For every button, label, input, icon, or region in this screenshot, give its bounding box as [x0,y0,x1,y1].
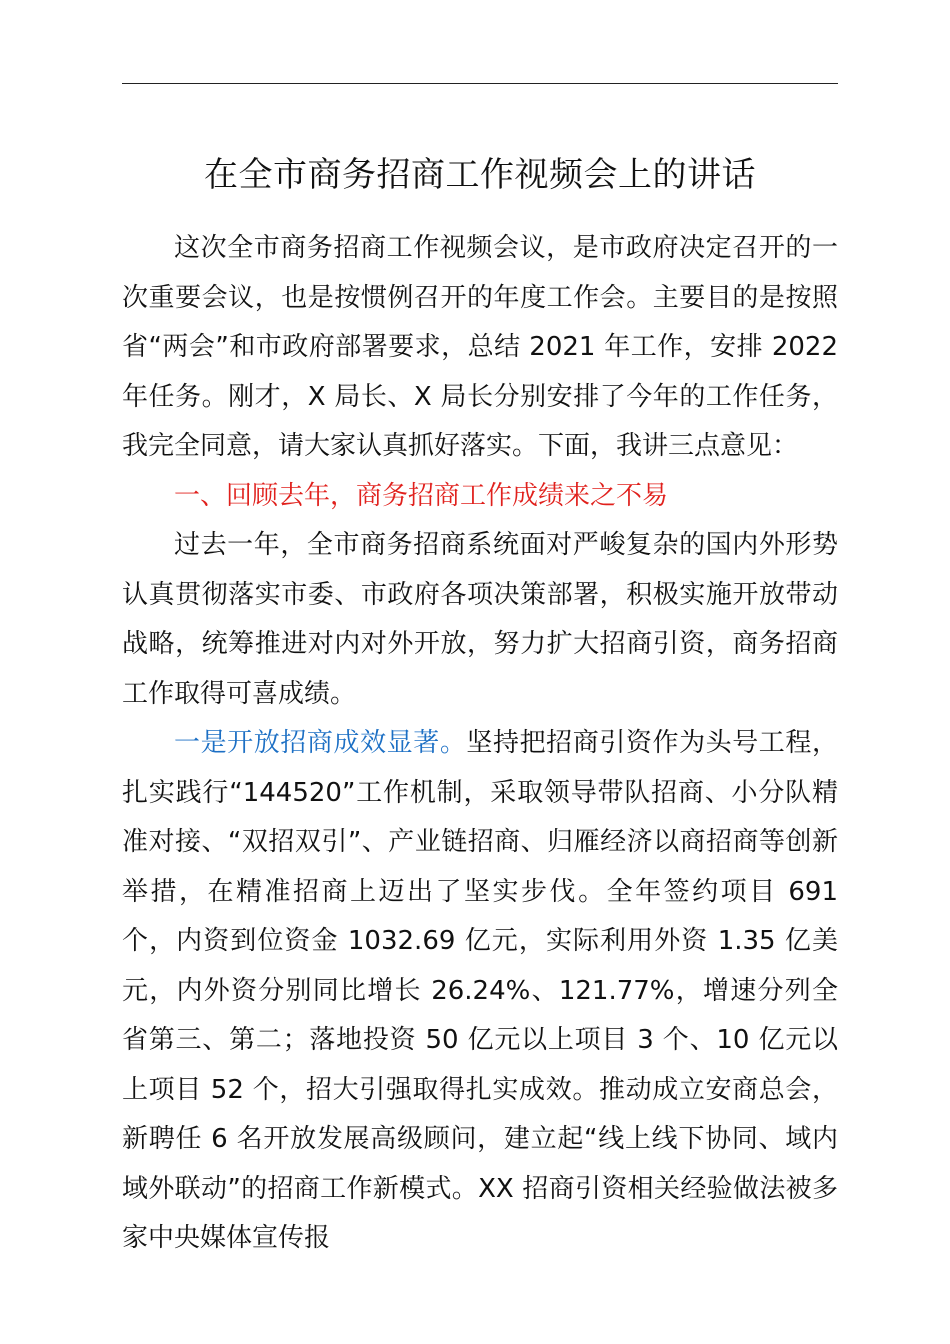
section-paragraph: 过去一年，全市商务招商系统面对严峻复杂的国内外形势认真贯彻落实市委、市政府各项决策部署，积极实施开放带动战略，统筹推进对内对外开放，努力扩大招商引资，商务招商工作取得可喜成绩。 [122,530,838,709]
intro-paragraph: 这次全市商务招商工作视频会议，是市政府决定召开的一次重要会议，也是按惯例召开的年度工作会。主要目的是按照省“两会”和市政府部署要求，总结 2021 年工作，安排 2022 年任务。刚才，X 局长、X 局长分别安排了今年的工作任务，我完全同意，请大家认真抓好落实。下面，我讲三点意见： [122,233,838,461]
point-text: 坚持把招商引资作为头号工程，扎实践行“144520”工作机制，采取领导带队招商、小分队精准对接、“双招双引”、产业链招商、归雁经济以商招商等创新举措，在精准招商上迈出了坚实步伐。全年签约项目 691 个，内资到位资金 1032.69 亿元，实际利用外资 1.35 亿美元，内外资分别同比增长 26.24%、121.77%，增速分列全省第三、第二；落地投资 50 亿元以上项目 3 个、10 亿元以上项目 52 个，招大引强取得扎实成效。推动成立安商总会，新聘任 6 名开放发展高级顾问，建立起“线上线下协同、域内域外联动”的招商工作新模式。XX 招商引资相关经验做法被多家中央媒体宣传报 [122,728,838,1253]
point-paragraph [122,719,838,1264]
point-lead: 一是开放招商成效显著。 [174,728,467,758]
section-heading: 一、回顾去年，商务招商工作成绩来之不易 [174,480,669,511]
document-body [122,224,838,1264]
document-title: 在全市商务招商工作视频会上的讲话 [204,155,756,195]
header-rule [122,83,838,84]
